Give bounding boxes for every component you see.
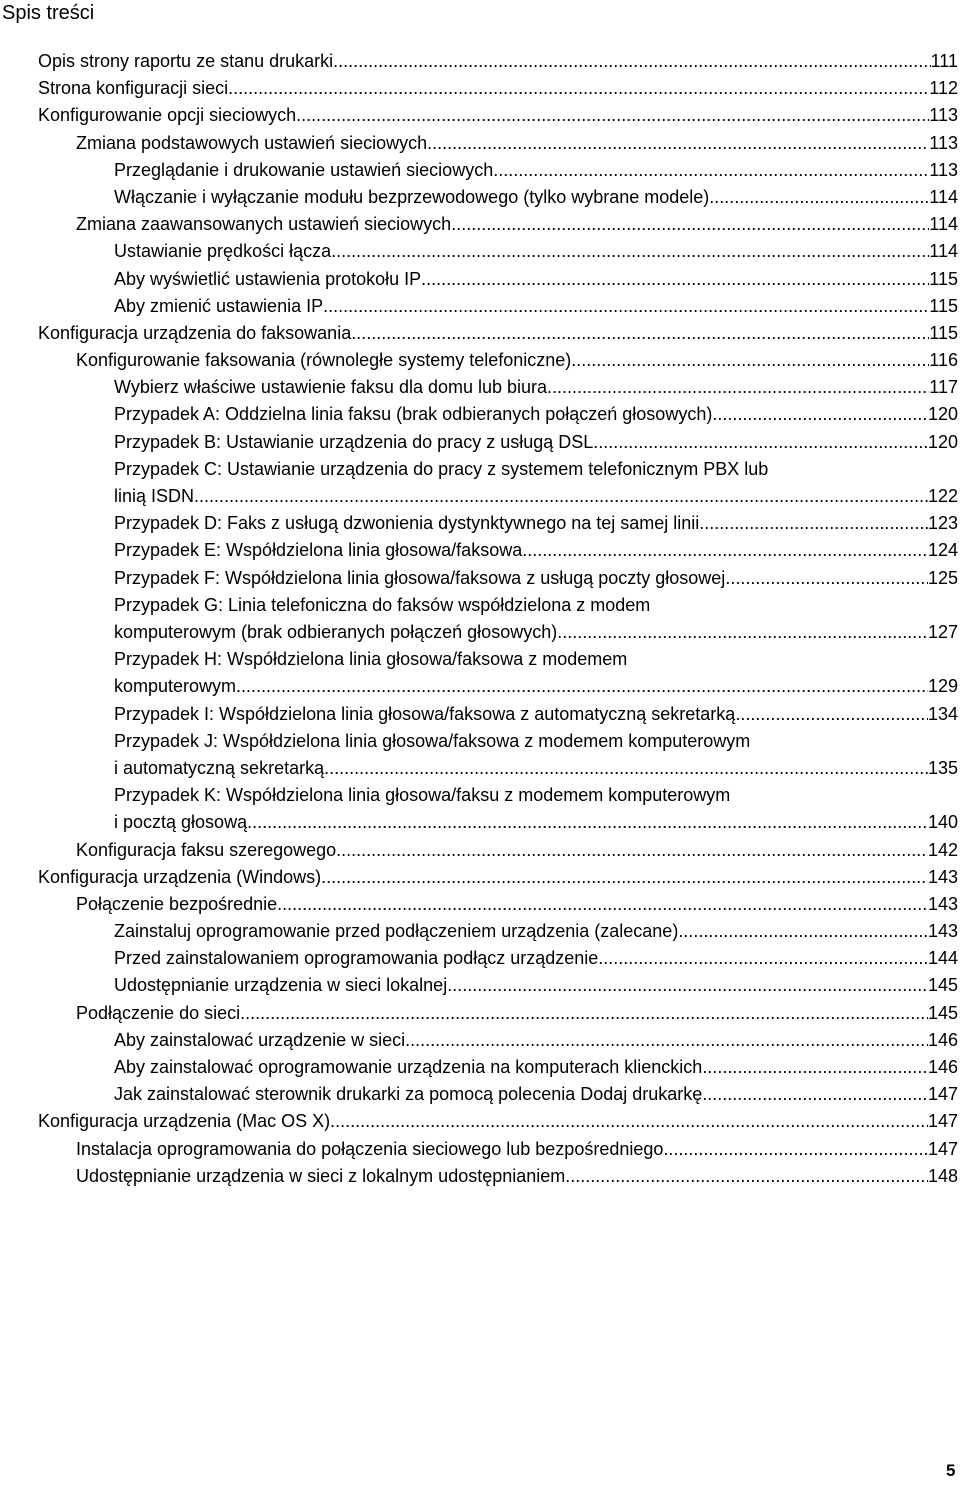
- toc-page-number: 129: [927, 676, 958, 697]
- toc-page-number: 146: [927, 1057, 958, 1078]
- toc-leader-dots: [427, 130, 929, 157]
- toc-entry-title: Strona konfiguracji sieci: [38, 78, 229, 99]
- toc-leader-dots: [330, 1108, 928, 1135]
- toc-entry-title: Przypadek A: Oddzielna linia faksu (brak odbieranych połączeń głosowych): [114, 404, 713, 425]
- toc-leader-dots: [333, 48, 930, 75]
- toc-entry-title-continued: i pocztą głosową: [114, 812, 248, 833]
- toc-entry[interactable]: [0, 646, 960, 700]
- toc-page-number: 113: [929, 132, 958, 153]
- toc-entry[interactable]: [0, 1054, 960, 1081]
- toc-entry[interactable]: [0, 510, 960, 537]
- table-of-contents: [0, 48, 960, 1190]
- toc-page-number: 124: [927, 540, 958, 561]
- toc-entry-title-continued: i automatyczną sekretarką: [114, 757, 325, 778]
- toc-entry-title: Połączenie bezpośrednie: [76, 893, 278, 914]
- toc-page-number: 122: [927, 486, 958, 507]
- toc-entry-title: Konfiguracja urządzenia do faksowania: [38, 322, 352, 343]
- toc-page-number: 142: [927, 839, 958, 860]
- toc-entry-title: Aby wyświetlić ustawienia protokołu IP: [114, 268, 422, 289]
- toc-entry-title: Jak zainstalować sterownik drukarki za pomocą polecenia Dodaj drukarkę: [114, 1084, 703, 1105]
- toc-page-number: 111: [930, 51, 958, 71]
- toc-page-number: 143: [927, 866, 958, 887]
- toc-entry-title: Wybierz właściwe ustawienie faksu dla domu lub biura: [114, 377, 548, 398]
- toc-entry[interactable]: [0, 537, 960, 564]
- toc-entry[interactable]: [0, 238, 960, 265]
- toc-entry-title: Konfigurowanie opcji sieciowych: [38, 105, 297, 126]
- toc-leader-dots: [447, 972, 928, 999]
- toc-entry-title: Przypadek I: Współdzielona linia głosowa/faksowa z automatyczną sekretarką: [114, 703, 736, 724]
- toc-leader-dots: [351, 320, 929, 347]
- toc-entry[interactable]: [0, 102, 960, 129]
- toc-leader-dots: [712, 401, 928, 428]
- toc-page-number: 112: [929, 78, 958, 99]
- toc-page-number: 134: [927, 703, 958, 724]
- toc-page-number: 117: [929, 377, 958, 398]
- toc-entry[interactable]: [0, 1108, 960, 1135]
- toc-page-number: 144: [927, 948, 958, 969]
- toc-entry[interactable]: [0, 266, 960, 293]
- toc-leader-dots: [321, 864, 928, 891]
- toc-page-number: 114: [929, 186, 958, 207]
- toc-entry[interactable]: [0, 972, 960, 999]
- toc-entry-title: Przypadek H: Współdzielona linia głosowa/faksowa z modemem: [114, 649, 628, 670]
- toc-page-number: 146: [927, 1029, 958, 1050]
- toc-entry-title: Przypadek G: Linia telefoniczna do faksów współdzielona z modem: [114, 594, 651, 615]
- toc-page-number: 127: [927, 621, 958, 642]
- toc-entry-title: Podłączenie do sieci: [76, 1002, 241, 1023]
- toc-leader-dots: [557, 619, 928, 646]
- toc-entry[interactable]: [0, 401, 960, 428]
- toc-page-number: 115: [929, 295, 958, 316]
- toc-entry[interactable]: [0, 1027, 960, 1054]
- toc-page-number: 143: [927, 921, 958, 942]
- toc-entry-title: Przypadek C: Ustawianie urządzenia do pracy z systemem telefonicznym PBX lub: [114, 458, 769, 479]
- toc-leader-dots: [522, 537, 928, 564]
- toc-entry[interactable]: [0, 157, 960, 184]
- toc-entry-title: Przypadek K: Współdzielona linia głosowa/faksu z modemem komputerowym: [114, 785, 731, 806]
- toc-entry-title-continued: komputerowym: [114, 676, 237, 697]
- toc-entry-title: Konfigurowanie faksowania (równoległe systemy telefoniczne): [76, 350, 572, 371]
- toc-entry[interactable]: [0, 1081, 960, 1108]
- toc-page-number: 147: [927, 1084, 958, 1105]
- toc-leader-dots: [735, 701, 928, 728]
- toc-page-number: 145: [927, 1002, 958, 1023]
- toc-entry-title: Aby zmienić ustawienia IP: [114, 295, 324, 316]
- toc-entry[interactable]: [0, 429, 960, 456]
- toc-leader-dots: [598, 945, 928, 972]
- toc-entry-title: Przypadek B: Ustawianie urządzenia do pracy z usługą DSL: [114, 431, 594, 452]
- toc-page-number: 147: [927, 1111, 958, 1132]
- toc-entry[interactable]: [0, 456, 960, 510]
- toc-page-number: 114: [929, 241, 958, 262]
- toc-entry-title: Zmiana podstawowych ustawień sieciowych: [76, 132, 428, 153]
- toc-page-number: 143: [927, 893, 958, 914]
- toc-entry[interactable]: [0, 1000, 960, 1027]
- toc-entry-title: Instalacja oprogramowania do połączenia sieciowego lub bezpośredniego: [76, 1138, 664, 1159]
- toc-leader-dots: [296, 102, 929, 129]
- toc-leader-dots: [571, 347, 929, 374]
- toc-entry-title: Aby zainstalować oprogramowanie urządzenia na komputerach klienckich: [114, 1057, 703, 1078]
- toc-page-number: 135: [927, 757, 958, 778]
- toc-entry-title: Konfiguracja urządzenia (Windows): [38, 866, 322, 887]
- toc-entry-title: Udostępnianie urządzenia w sieci lokalnej: [114, 975, 448, 996]
- toc-leader-dots: [336, 837, 928, 864]
- toc-leader-dots: [702, 1054, 928, 1081]
- toc-entry[interactable]: [0, 701, 960, 728]
- toc-entry-title: Zainstaluj oprogramowanie przed podłączeniem urządzenia (zalecane): [114, 921, 679, 942]
- toc-page-number: 120: [927, 431, 958, 452]
- toc-page-number: 116: [929, 350, 958, 371]
- toc-entry[interactable]: [0, 782, 960, 836]
- toc-entry[interactable]: [0, 374, 960, 401]
- toc-entry[interactable]: [0, 320, 960, 347]
- toc-entry[interactable]: [0, 1163, 960, 1190]
- toc-page-number: 115: [929, 268, 958, 289]
- toc-page-number: 113: [929, 105, 958, 126]
- toc-entry[interactable]: [0, 184, 960, 211]
- toc-entry-title: Przypadek D: Faks z usługą dzwonienia dystynktywnego na tej samej linii: [114, 513, 700, 534]
- toc-entry-title: Zmiana zaawansowanych ustawień sieciowych: [76, 214, 452, 235]
- toc-leader-dots: [451, 211, 929, 238]
- page-number: 5: [946, 1461, 956, 1480]
- toc-page-number: 120: [927, 404, 958, 425]
- page-title: Spis treści: [2, 2, 95, 24]
- toc-leader-dots: [331, 238, 929, 265]
- toc-entry-title: Przypadek E: Współdzielona linia głosowa/faksowa: [114, 540, 523, 561]
- toc-entry[interactable]: [0, 293, 960, 320]
- toc-entry-title: Włączanie i wyłączanie modułu bezprzewodowego (tylko wybrane modele): [114, 186, 710, 207]
- toc-leader-dots: [547, 374, 929, 401]
- toc-entry-title: Przed zainstalowaniem oprogramowania podłącz urządzenie: [114, 948, 599, 969]
- toc-entry[interactable]: [0, 864, 960, 891]
- toc-entry-title-continued: komputerowym (brak odbieranych połączeń głosowych): [114, 621, 558, 642]
- toc-entry-title: Udostępnianie urządzenia w sieci z lokalnym udostępnianiem: [76, 1165, 566, 1186]
- toc-entry[interactable]: [0, 75, 960, 102]
- toc-leader-dots: [277, 891, 928, 918]
- toc-leader-dots: [236, 673, 928, 700]
- toc-leader-dots: [725, 565, 928, 592]
- toc-page-number: 114: [929, 214, 958, 235]
- toc-leader-dots: [493, 157, 929, 184]
- toc-leader-dots: [709, 184, 929, 211]
- toc-leader-dots: [247, 809, 928, 836]
- toc-leader-dots: [240, 1000, 928, 1027]
- toc-entry-title: Konfiguracja faksu szeregowego: [76, 839, 337, 860]
- toc-leader-dots: [421, 266, 929, 293]
- toc-entry-title: Konfiguracja urządzenia (Mac OS X): [38, 1111, 331, 1132]
- toc-leader-dots: [702, 1081, 928, 1108]
- toc-page-number: 140: [927, 812, 958, 833]
- toc-entry-title-continued: linią ISDN: [114, 486, 195, 507]
- toc-page-number: 113: [929, 159, 958, 180]
- toc-leader-dots: [194, 483, 928, 510]
- toc-entry-title: Aby zainstalować urządzenie w sieci: [114, 1029, 406, 1050]
- toc-entry[interactable]: [0, 130, 960, 157]
- toc-entry-title: Przeglądanie i drukowanie ustawień sieciowych: [114, 159, 494, 180]
- toc-entry[interactable]: [0, 565, 960, 592]
- toc-entry-title: Opis strony raportu ze stanu drukarki: [38, 51, 334, 71]
- toc-leader-dots: [323, 293, 929, 320]
- toc-leader-dots: [228, 75, 929, 102]
- toc-entry-title: Przypadek F: Współdzielona linia głosowa/faksowa z usługą poczty głosowej: [114, 567, 726, 588]
- toc-leader-dots: [593, 429, 928, 456]
- toc-entry[interactable]: [0, 837, 960, 864]
- toc-page-number: 125: [927, 567, 958, 588]
- toc-leader-dots: [405, 1027, 928, 1054]
- toc-entry-title: Przypadek J: Współdzielona linia głosowa/faksowa z modemem komputerowym: [114, 730, 751, 751]
- toc-entry[interactable]: [0, 347, 960, 374]
- toc-entry[interactable]: [0, 945, 960, 972]
- toc-leader-dots: [324, 755, 928, 782]
- toc-page-number: 147: [927, 1138, 958, 1159]
- toc-leader-dots: [565, 1163, 928, 1190]
- toc-page-number: 145: [927, 975, 958, 996]
- toc-entry[interactable]: [0, 918, 960, 945]
- toc-entry[interactable]: [0, 728, 960, 782]
- toc-page-number: 148: [927, 1165, 958, 1186]
- toc-entry[interactable]: [0, 891, 960, 918]
- toc-leader-dots: [678, 918, 928, 945]
- toc-entry[interactable]: [0, 1136, 960, 1163]
- toc-page-number: 123: [927, 513, 958, 534]
- toc-entry[interactable]: [0, 211, 960, 238]
- toc-leader-dots: [663, 1136, 928, 1163]
- toc-leader-dots: [699, 510, 928, 537]
- toc-entry[interactable]: [0, 48, 960, 75]
- toc-page-number: 115: [929, 322, 958, 343]
- toc-entry-title: Ustawianie prędkości łącza: [114, 241, 332, 262]
- toc-entry[interactable]: [0, 592, 960, 646]
